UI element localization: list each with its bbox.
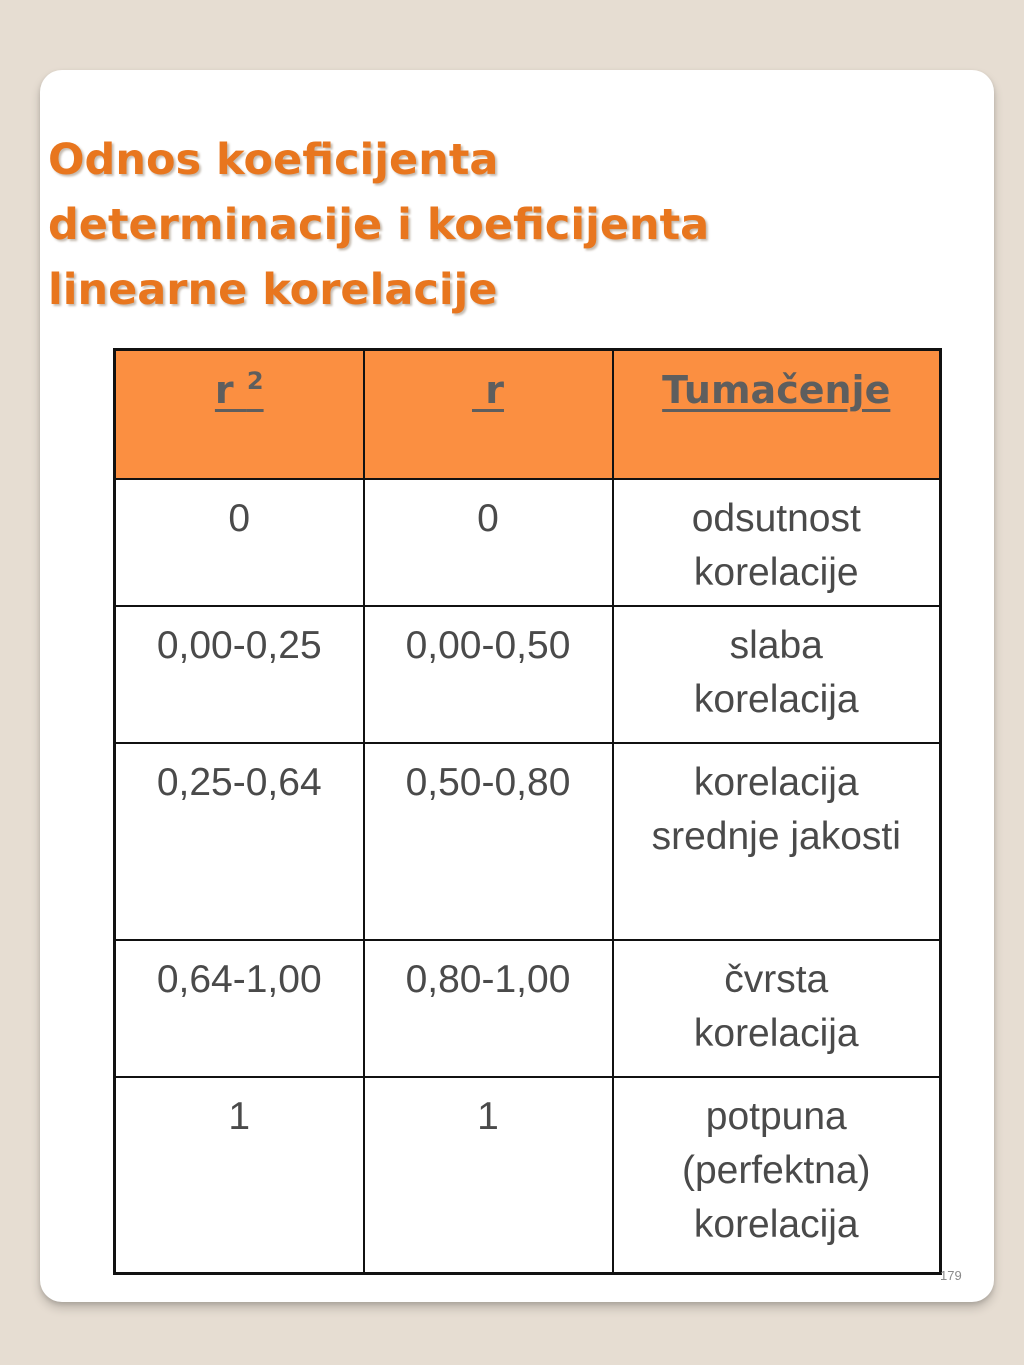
table-row	[115, 940, 941, 1077]
interpretation-line: slaba	[729, 623, 823, 667]
interpretation-line: korelacija	[693, 760, 859, 804]
interpretation-line: potpuna	[705, 1094, 847, 1138]
title-line-3: linearne korelacije	[48, 265, 498, 315]
cell-interpretation	[613, 606, 941, 743]
header-r: r	[364, 350, 613, 479]
cell-interpretation	[613, 940, 941, 1077]
cell-r-squared: 1	[115, 1077, 364, 1274]
cell-interpretation	[613, 1077, 941, 1274]
interpretation-line: srednje jakosti	[651, 814, 901, 858]
table-row	[115, 743, 941, 940]
interpretation-line: odsutnost	[691, 496, 861, 540]
interpretation-line: korelacije	[693, 550, 859, 594]
cell-r: 0	[364, 479, 613, 606]
table-row	[115, 1077, 941, 1274]
header-r-squared-base: r	[214, 368, 247, 412]
cell-r: 0,80-1,00	[364, 940, 613, 1077]
title-line-1: Odnos koeficijenta	[48, 135, 499, 185]
cell-interpretation	[613, 479, 941, 606]
cell-r: 1	[364, 1077, 613, 1274]
cell-r-squared: 0,64-1,00	[115, 940, 364, 1077]
interpretation-line: korelacija	[693, 1011, 859, 1055]
header-r-squared	[115, 350, 364, 479]
interpretation-line: korelacija	[693, 677, 859, 721]
table-row	[115, 606, 941, 743]
cell-r-squared: 0,00-0,25	[115, 606, 364, 743]
table-header-row	[115, 350, 941, 479]
cell-r-squared: 0,25-0,64	[115, 743, 364, 940]
cell-r: 0,00-0,50	[364, 606, 613, 743]
interpretation-line: (perfektna)	[681, 1148, 871, 1192]
interpretation-line: čvrsta	[724, 957, 829, 1001]
slide-title	[48, 128, 948, 323]
title-line-2: determinacije i koeficijenta	[48, 200, 710, 250]
header-r-squared-exponent: 2	[246, 367, 264, 395]
cell-r-squared: 0	[115, 479, 364, 606]
header-interpretation: Tumačenje	[613, 350, 941, 479]
correlation-table	[113, 348, 942, 1275]
page-number: 179	[940, 1268, 962, 1283]
interpretation-line: korelacija	[693, 1202, 859, 1246]
table-row	[115, 479, 941, 606]
cell-interpretation	[613, 743, 941, 940]
cell-r: 0,50-0,80	[364, 743, 613, 940]
